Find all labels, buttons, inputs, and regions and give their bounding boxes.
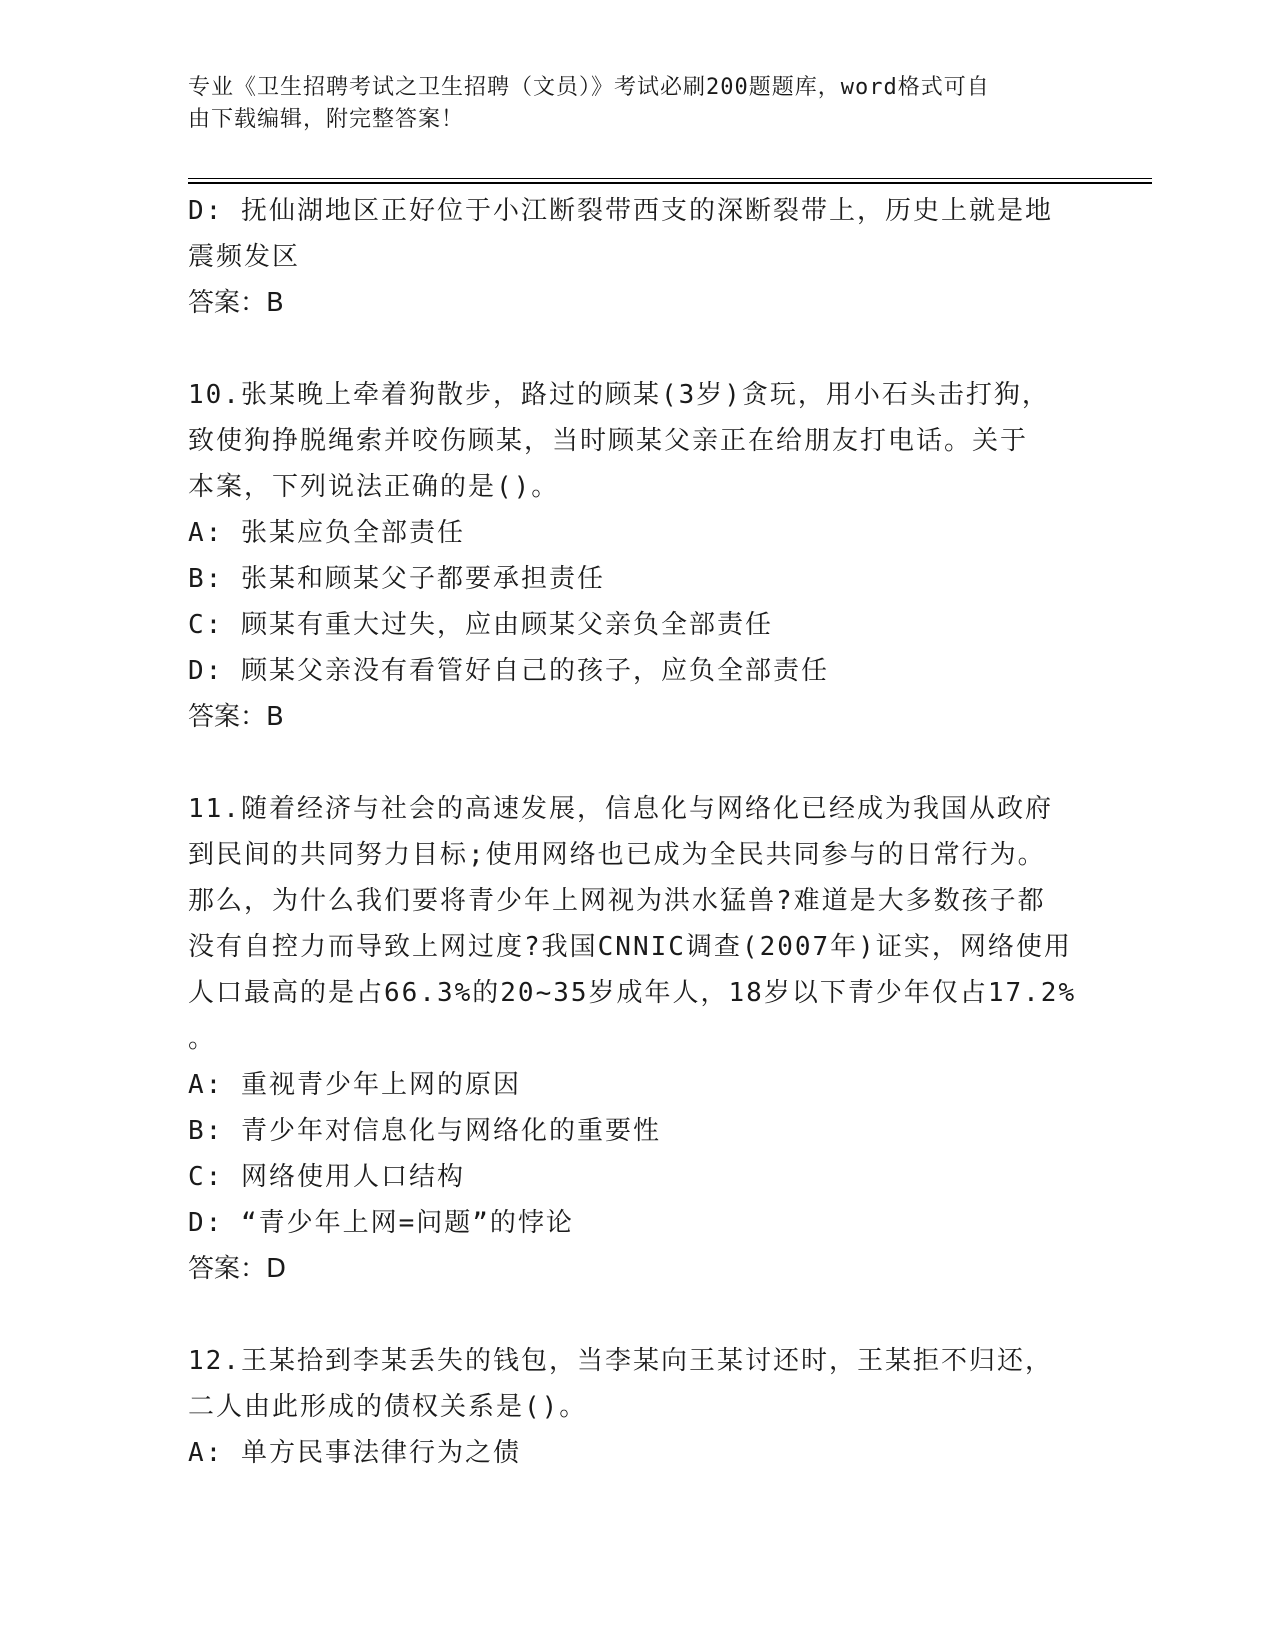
question-text: 致使狗挣脱绳索并咬伤顾某，当时顾某父亲正在给朋友打电话。关于 bbox=[188, 426, 1029, 456]
option-d: D: “青少年上网=问题”的悖论 bbox=[188, 1208, 574, 1238]
answer: 答案：B bbox=[188, 288, 284, 318]
option-d: D: 顾某父亲没有看管好自己的孩子，应负全部责任 bbox=[188, 656, 829, 686]
question-12 bbox=[188, 1338, 1088, 1476]
answer: 答案：B bbox=[188, 702, 284, 732]
spacer bbox=[188, 1292, 1088, 1338]
question-text: 没有自控力而导致上网过度?我国CNNIC调查(2007年)证实，网络使用 bbox=[188, 932, 1072, 962]
question-text: 10.张某晚上牵着狗散步，路过的顾某(3岁)贪玩，用小石头击打狗， bbox=[188, 380, 1050, 410]
option-a: A: 重视青少年上网的原因 bbox=[188, 1070, 521, 1100]
header-divider-thin bbox=[188, 178, 1152, 179]
question-text: 二人由此形成的债权关系是()。 bbox=[188, 1392, 588, 1422]
option-b: B: 张某和顾某父子都要承担责任 bbox=[188, 564, 605, 594]
option-d: D: 抚仙湖地区正好位于小江断裂带西支的深断裂带上，历史上就是地 bbox=[188, 196, 1053, 226]
document-header bbox=[188, 72, 1068, 136]
header-line-1: 专业《卫生招聘考试之卫生招聘（文员）》考试必刷200题题库，word格式可自 bbox=[188, 75, 990, 100]
previous-question-tail bbox=[188, 188, 1088, 326]
question-text: 12.王某拾到李某丢失的钱包，当李某向王某讨还时，王某拒不归还， bbox=[188, 1346, 1053, 1376]
option-a: A: 单方民事法律行为之债 bbox=[188, 1438, 521, 1468]
answer: 答案：D bbox=[188, 1254, 287, 1284]
question-text: 本案，下列说法正确的是()。 bbox=[188, 472, 560, 502]
option-c: C: 网络使用人口结构 bbox=[188, 1162, 465, 1192]
question-content bbox=[188, 188, 1088, 1476]
option-d-continued: 震频发区 bbox=[188, 242, 301, 272]
question-text: 那么，为什么我们要将青少年上网视为洪水猛兽?难道是大多数孩子都 bbox=[188, 886, 1046, 916]
question-text: 人口最高的是占66.3%的20~35岁成年人，18岁以下青少年仅占17.2% bbox=[188, 978, 1077, 1008]
question-text: 到民间的共同努力目标;使用网络也已成为全民共同参与的日常行为。 bbox=[188, 840, 1046, 870]
spacer bbox=[188, 740, 1088, 786]
option-c: C: 顾某有重大过失，应由顾某父亲负全部责任 bbox=[188, 610, 773, 640]
question-10 bbox=[188, 372, 1088, 740]
option-b: B: 青少年对信息化与网络化的重要性 bbox=[188, 1116, 661, 1146]
question-11 bbox=[188, 786, 1088, 1292]
question-text: 。 bbox=[188, 1024, 217, 1054]
header-line-2: 由下载编辑，附完整答案！ bbox=[188, 107, 465, 132]
question-text: 11.随着经济与社会的高速发展，信息化与网络化已经成为我国从政府 bbox=[188, 794, 1053, 824]
option-a: A: 张某应负全部责任 bbox=[188, 518, 465, 548]
spacer bbox=[188, 326, 1088, 372]
header-divider-thick bbox=[188, 182, 1152, 184]
